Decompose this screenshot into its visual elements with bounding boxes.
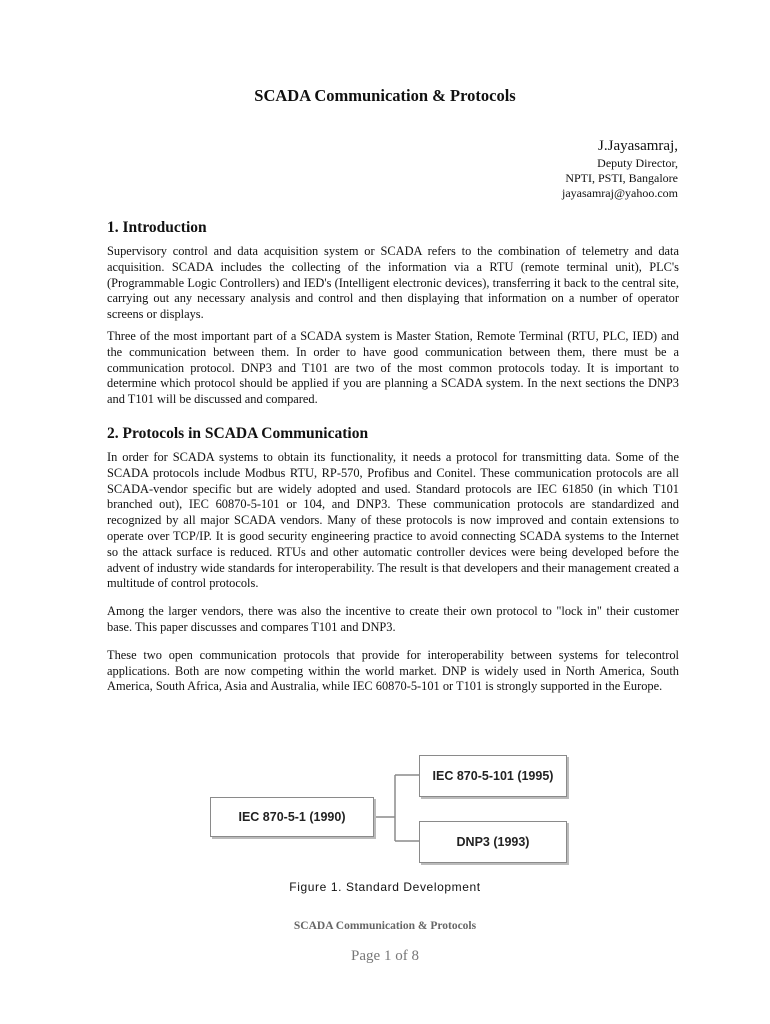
author-name: J.Jayasamraj, [598, 138, 678, 154]
paragraph: Among the larger vendors, there was also the incentive to create their own protocol to "lock in" their customer base. This paper discusses and compares T101 and DNP3. [107, 604, 679, 634]
section-heading: 2. Protocols in SCADA Communication [107, 425, 369, 442]
iec-101-box: IEC 870-5-101 (1995) [419, 755, 567, 797]
author-position: Deputy Director, [597, 156, 678, 170]
paragraph: In order for SCADA systems to obtain its functionality, it needs a protocol for transmitting data. Some of the SCADA protocols include Modbus RTU, RP-570, Profibus and Conitel. These communication protocols are all SCADA-vendor specific but are widely adopted and used. Standard protocols are IEC 61850 (in which T101 branched out), IEC 60870-5-101 or 104, and DNP3. These communication protocols are standardized and recognized by all major SCADA vendors. Many of these protocols is now improved and contain extensions to operate over TCP/IP. It is good security engineering practice to avoid connecting SCADA systems to the Internet so the attack surface is reduced. RTUs and other automatic controller devices were being developed before the advent of industry wide standards for interoperability. The result is that developers and their management created a multitude of control protocols. [107, 450, 679, 591]
section-introduction [107, 218, 679, 408]
section-protocols [107, 424, 679, 695]
page-number: Page 1 of 8 [351, 948, 419, 964]
paragraph: Three of the most important part of a SCADA system is Master Station, Remote Terminal (RTU, PLC, IED) and the communication between them. In order to have good communication between them, there must be a communication protocol. DNP3 and T101 are two of the most common protocols today. It is important to determine which protocol should be applied if you are planning a SCADA system. In the next sections the DNP3 and T101 will be discussed and compared. [107, 328, 679, 407]
author-organization: NPTI, PSTI, Bangalore [565, 171, 678, 185]
document-title: SCADA Communication & Protocols [254, 86, 516, 105]
paragraph: Supervisory control and data acquisition system or SCADA refers to the combination of telemetry and data acquisition. SCADA includes the collecting of the information via a RTU (remote terminal unit), PLC's (Programmable Logic Controllers) and IED's (Intelligent electronic devices), transferring it back to the central site, carrying out any necessary analysis and control and then displaying that information on a number of operator screens or displays. [107, 244, 679, 322]
standard-development-figure [200, 748, 580, 873]
author-email: jayasamraj@yahoo.com [561, 186, 678, 200]
footer-title: SCADA Communication & Protocols [293, 920, 477, 932]
root-standard-box: IEC 870-5-1 (1990) [210, 797, 374, 837]
figure-caption: Figure 1. Standard Development [289, 880, 481, 894]
author-block [562, 136, 678, 201]
section-heading: 1. Introduction [107, 219, 207, 236]
dnp3-box: DNP3 (1993) [419, 821, 567, 863]
paragraph: These two open communication protocols that provide for interoperability between systems for telecontrol applications. Both are now competing within the world market. DNP is widely used in North America, South America, South Africa, Asia and Australia, while IEC 60870-5-101 or T101 is strongly supported in the Europe. [107, 647, 679, 694]
